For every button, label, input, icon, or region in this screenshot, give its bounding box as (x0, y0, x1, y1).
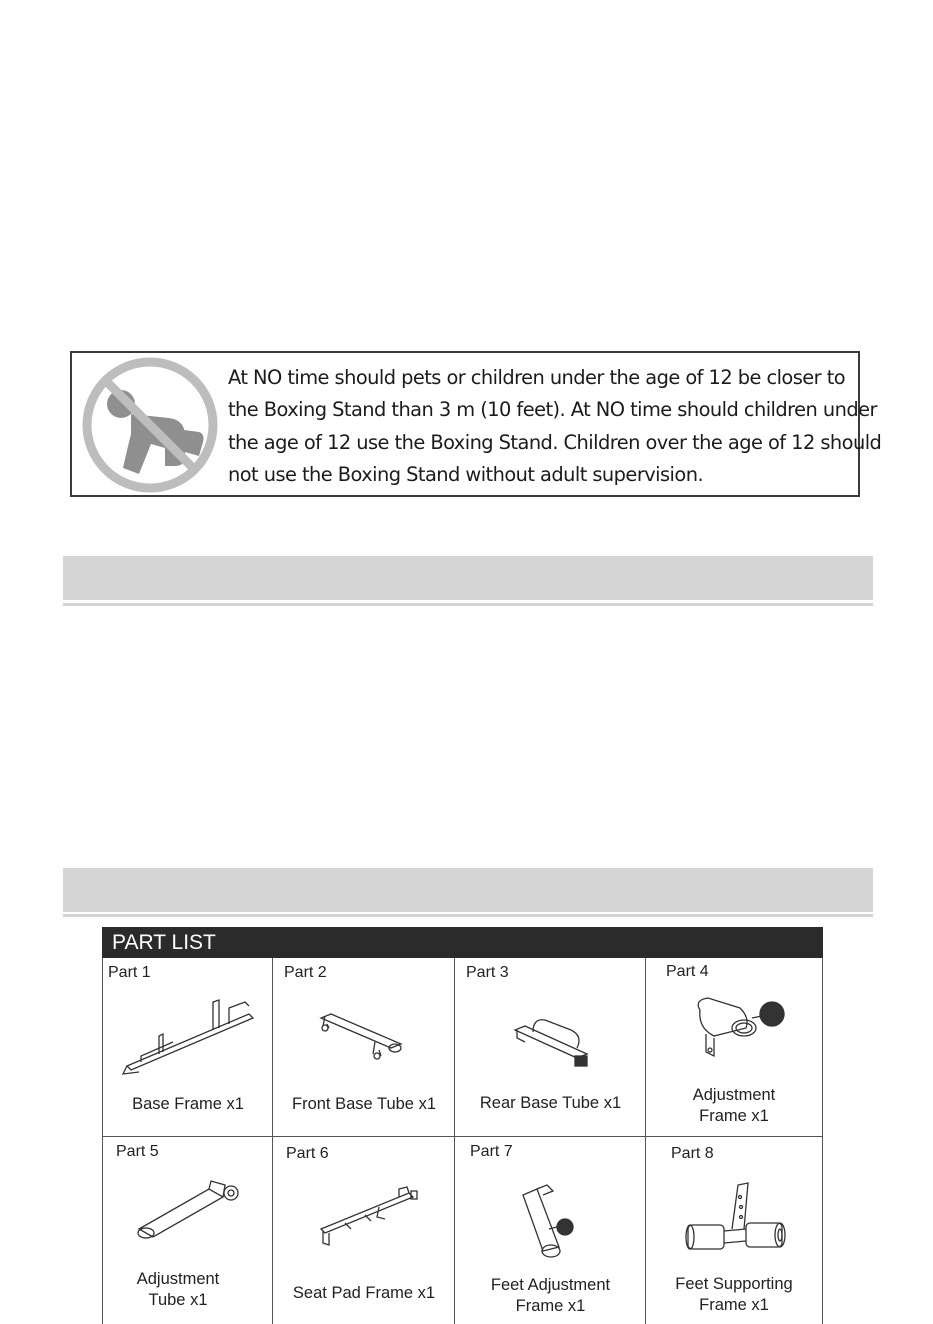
section-header-bar (63, 556, 873, 600)
part-number: Part 3 (466, 964, 509, 981)
section-divider (63, 914, 873, 917)
warning-line: the Boxing Stand than 3 m (10 feet). At NO time should children under (228, 398, 877, 422)
part-number: Part 4 (666, 963, 709, 980)
part-number: Part 5 (116, 1143, 159, 1160)
part-cell (646, 958, 822, 1137)
rear-base-tube-icon (511, 1016, 591, 1072)
part-cell (455, 1137, 646, 1324)
warning-line: the age of 12 use the Boxing Stand. Children over the age of 12 should (228, 430, 882, 454)
part-name: Adjustment Tube x1 (136, 1270, 220, 1309)
part-number: Part 1 (108, 964, 151, 981)
part-name: Feet Adjustment Frame x1 (490, 1276, 611, 1315)
section-divider (63, 603, 873, 606)
adjustment-tube-icon (133, 1177, 241, 1247)
part-number: Part 2 (284, 964, 327, 981)
part-number: Part 6 (286, 1145, 329, 1162)
part-cell (455, 958, 646, 1137)
part-number: Part 7 (470, 1143, 513, 1160)
part-name: Base Frame x1 (132, 1095, 244, 1113)
part-name: Adjustment Frame x1 (692, 1086, 776, 1125)
base-frame-icon (121, 996, 259, 1082)
feet-adjustment-frame-icon (513, 1181, 585, 1267)
part-cell (103, 958, 273, 1137)
part-name: Seat Pad Frame x1 (292, 1284, 436, 1302)
warning-text (228, 362, 882, 491)
part-list-title: PART LIST (102, 927, 823, 958)
part-cell (273, 958, 455, 1137)
part-list-grid (102, 958, 823, 1324)
feet-supporting-frame-icon (682, 1177, 788, 1259)
front-base-tube-icon (315, 1004, 405, 1064)
part-cell (273, 1137, 455, 1324)
part-name: Front Base Tube x1 (292, 1095, 436, 1113)
part-name: Feet Supporting Frame x1 (675, 1275, 793, 1314)
part-number: Part 8 (671, 1145, 714, 1162)
warning-line: not use the Boxing Stand without adult supervision. (228, 462, 704, 486)
adjustment-frame-icon (690, 988, 790, 1066)
part-cell (103, 1137, 273, 1324)
section-header-bar (63, 868, 873, 912)
part-name: Rear Base Tube x1 (479, 1094, 622, 1112)
warning-box (70, 351, 882, 497)
warning-line: At NO time should pets or children under the age of 12 be closer to (228, 366, 846, 389)
seat-pad-frame-icon (315, 1185, 421, 1253)
part-cell (646, 1137, 822, 1324)
no-children-icon (81, 356, 219, 494)
